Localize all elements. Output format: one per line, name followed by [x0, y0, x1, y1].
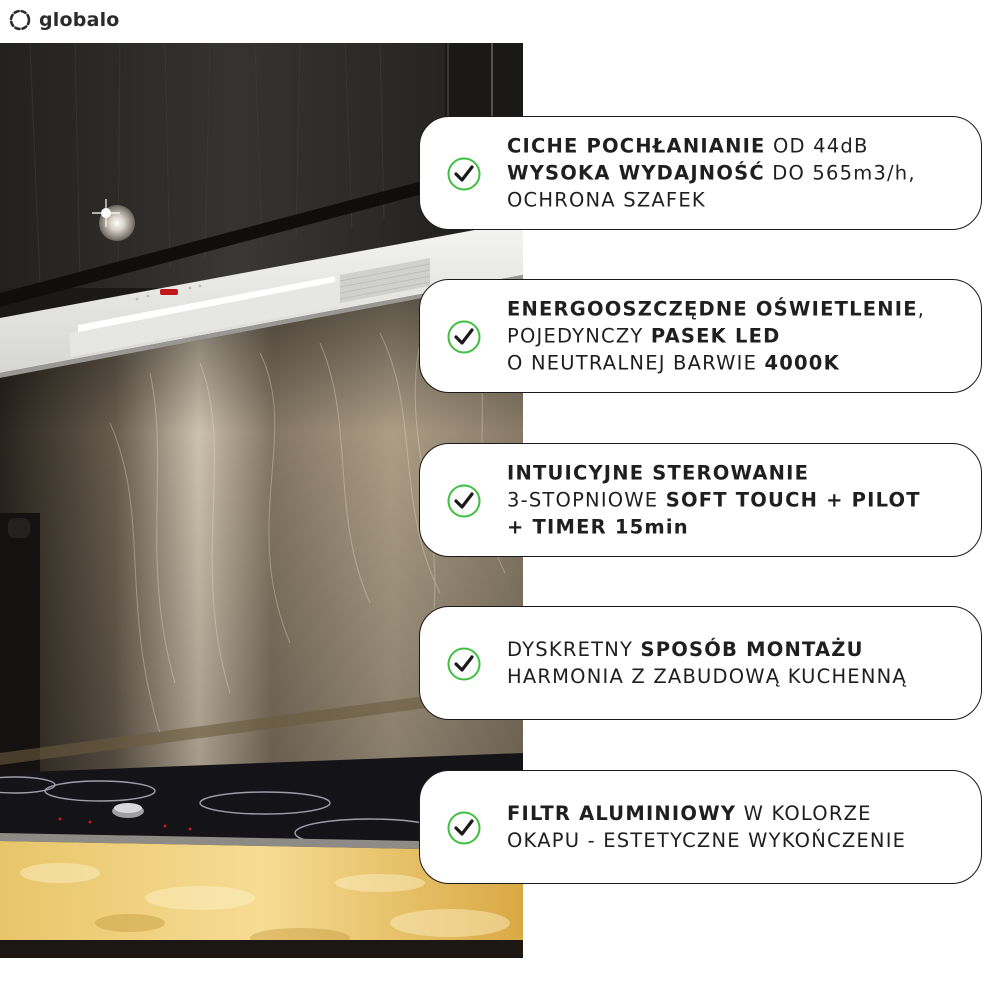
feature-text-bold: + TIMER 15min — [507, 515, 689, 539]
feature-text-regular: DYSKRETNY — [507, 638, 641, 661]
feature-text-bold: 4000K — [764, 351, 840, 375]
feature-text-regular: 3-STOPNIOWE — [507, 488, 666, 512]
checkmark-icon — [446, 483, 482, 519]
feature-text-bold: CICHE POCHŁANIANIE — [507, 134, 766, 158]
brand-logo[interactable] — [8, 6, 120, 34]
feature-text-regular: DO 565m3/h, — [764, 161, 916, 185]
feature-text-bold: INTUICYJNE STEROWANIE — [507, 461, 810, 485]
feature-text — [507, 636, 967, 690]
feature-card-filter — [419, 770, 982, 884]
feature-text-regular: POJEDYNCZY — [507, 324, 651, 348]
feature-text-bold: PASEK LED — [650, 324, 781, 348]
feature-text — [507, 800, 967, 854]
feature-text-regular: HARMONIA Z ZABUDOWĄ KUCHENNĄ — [507, 665, 907, 688]
dashed-circle-logo-icon — [8, 8, 32, 32]
feature-text-bold: ENERGOOSZCZĘDNE OŚWIETLENIE — [507, 297, 918, 321]
feature-card-led-lighting — [419, 279, 982, 393]
feature-text — [507, 460, 967, 541]
feature-text — [507, 296, 967, 377]
feature-text-regular: OD 44dB — [765, 134, 869, 158]
feature-text-regular: W KOLORZE — [736, 802, 872, 825]
feature-card-controls — [419, 443, 982, 557]
checkmark-icon — [446, 156, 482, 192]
feature-text-bold: WYSOKA WYDAJNOŚĆ — [507, 161, 765, 185]
checkmark-icon — [446, 810, 482, 846]
feature-text — [507, 133, 967, 214]
feature-text-regular: O NEUTRALNEJ BARWIE — [507, 351, 765, 375]
checkmark-icon — [446, 319, 482, 355]
feature-text-regular: , — [917, 297, 926, 321]
feature-card-mounting — [419, 606, 982, 720]
feature-text-bold: FILTR ALUMINIOWY — [507, 802, 737, 825]
feature-card-quiet-absorption — [419, 116, 982, 230]
feature-text-bold: SPOSÓB MONTAŻU — [640, 638, 864, 661]
feature-text-regular: OCHRONA SZAFEK — [507, 188, 706, 212]
feature-text-regular: OKAPU - ESTETYCZNE WYKOŃCZENIE — [507, 829, 907, 852]
brand-name: globalo — [39, 9, 120, 31]
checkmark-icon — [446, 646, 482, 682]
feature-text-bold: SOFT TOUCH + PILOT — [665, 488, 921, 512]
